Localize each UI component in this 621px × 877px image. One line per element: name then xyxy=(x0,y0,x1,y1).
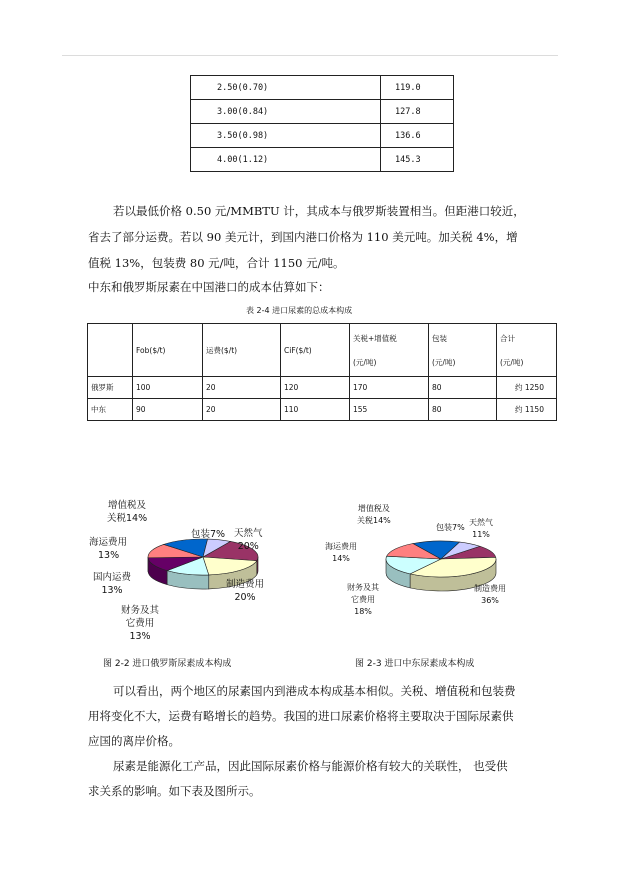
pie-label-packing: 包装7% xyxy=(191,529,226,540)
table-header-cell: Fob($/t) xyxy=(133,324,203,377)
header-rule xyxy=(62,55,558,56)
table-cell: 80 xyxy=(429,377,497,399)
table-header-cell: 运费($/t) xyxy=(203,324,281,377)
paragraph-line: 中东和俄罗斯尿素在中国港口的成本估算如下： xyxy=(88,280,330,294)
pie-label-ocean-pct: 13% xyxy=(98,550,120,561)
table-cell: 20 xyxy=(203,399,281,421)
table-row xyxy=(191,148,454,172)
pie-label-domestic: 国内运费 13% xyxy=(93,572,132,596)
paragraph-line: 值税 13%，包装费 80 元/吨，合计 1150 元/吨。 xyxy=(88,256,345,270)
header-line: 包装 xyxy=(432,333,447,343)
paragraph-line: 应国的离岸价格。 xyxy=(88,734,180,748)
table-cell: 80 xyxy=(429,399,497,421)
header-line: (元/吨) xyxy=(432,357,456,367)
table-cell: 145.3 xyxy=(381,148,454,172)
pie-label-tax: 增值税及 关税14% xyxy=(107,500,148,524)
table-caption: 表 2-4 进口尿素的总成本构成 xyxy=(246,306,353,315)
paragraph-line: 用将变化不大，运费有略增长的趋势。我国的进口尿素价格将主要取决于国际尿素供 xyxy=(88,709,514,723)
pie-label-natural-gas: 天然气 20% xyxy=(234,528,263,552)
pie-label-tax: 增值税及 关税14% xyxy=(357,504,391,525)
header-line: (元/吨) xyxy=(500,357,524,367)
table-row xyxy=(191,100,454,124)
header-line: 合计 xyxy=(500,333,515,343)
table-row xyxy=(191,76,454,100)
table-row xyxy=(88,399,557,421)
table-cell: 4.00(1.12) xyxy=(191,148,381,172)
table-cell: 90 xyxy=(133,399,203,421)
table-header-cell: CiF($/t) xyxy=(281,324,350,377)
table-header-cell xyxy=(350,324,429,377)
table-cell: 俄罗斯 xyxy=(88,377,133,399)
table-cell: 127.8 xyxy=(381,100,454,124)
paragraph-line: 尿素是能源化工产品，因此国际尿素价格与能源价格有较大的关联性， 也受供 xyxy=(113,759,508,773)
figure-caption: 图 2-3 进口中东尿素成本构成 xyxy=(355,659,475,669)
paragraph-line: 求关系的影响。如下表及图所示。 xyxy=(88,784,261,798)
table-header-cell xyxy=(88,324,133,377)
pie-label-packing: 包装7% xyxy=(436,523,465,532)
table-cell: 170 xyxy=(350,377,429,399)
table-cell: 20 xyxy=(203,377,281,399)
cost-table xyxy=(87,323,557,421)
pie-label-finance: 财务及其 它费用 18% xyxy=(347,583,379,616)
table-header-cell xyxy=(497,324,557,377)
table-row xyxy=(88,377,557,399)
table-cell: 3.00(0.84) xyxy=(191,100,381,124)
pie-label-manufacturing: 制造费用 36% xyxy=(474,584,506,605)
table-cell: 中东 xyxy=(88,399,133,421)
pie-label-finance: 财务及其 它费用 13% xyxy=(121,605,160,642)
table-cell: 3.50(0.98) xyxy=(191,124,381,148)
table-cell: 155 xyxy=(350,399,429,421)
paragraph-line: 省去了部分运费。若以 90 美元计，到国内港口价格为 110 美元吨。加关税 4%，增 xyxy=(88,230,518,244)
table-cell: 120 xyxy=(281,377,350,399)
pie-label-natural-gas: 天然气 11% xyxy=(469,518,493,539)
table-cell: 2.50(0.70) xyxy=(191,76,381,100)
table-cell: 100 xyxy=(133,377,203,399)
pie-label-manufacturing: 制造费用 20% xyxy=(226,579,265,603)
header-line: 关税+增值税 xyxy=(353,333,397,343)
table-cell: 110 xyxy=(281,399,350,421)
pie-label-ocean: 海运费用 xyxy=(88,537,127,548)
header-line: (元/吨) xyxy=(353,357,377,367)
paragraph-line: 若以最低价格 0.50 元/MMBTU 计，其成本与俄罗斯装置相当。但距港口较近， xyxy=(113,204,525,218)
table-header-row xyxy=(88,324,557,377)
paragraph-line: 可以看出，两个地区的尿素国内到港成本构成基本相似。关税、增值税和包装费 xyxy=(113,684,516,698)
table-cell: 约 1250 xyxy=(497,377,557,399)
table-cell: 136.6 xyxy=(381,124,454,148)
figure-caption: 图 2-2 进口俄罗斯尿素成本构成 xyxy=(103,659,232,669)
pie-label-ocean: 海运费用 14% xyxy=(325,542,357,563)
price-table xyxy=(190,75,454,172)
table-header-cell xyxy=(429,324,497,377)
table-cell: 119.0 xyxy=(381,76,454,100)
table-cell: 约 1150 xyxy=(497,399,557,421)
table-row xyxy=(191,124,454,148)
